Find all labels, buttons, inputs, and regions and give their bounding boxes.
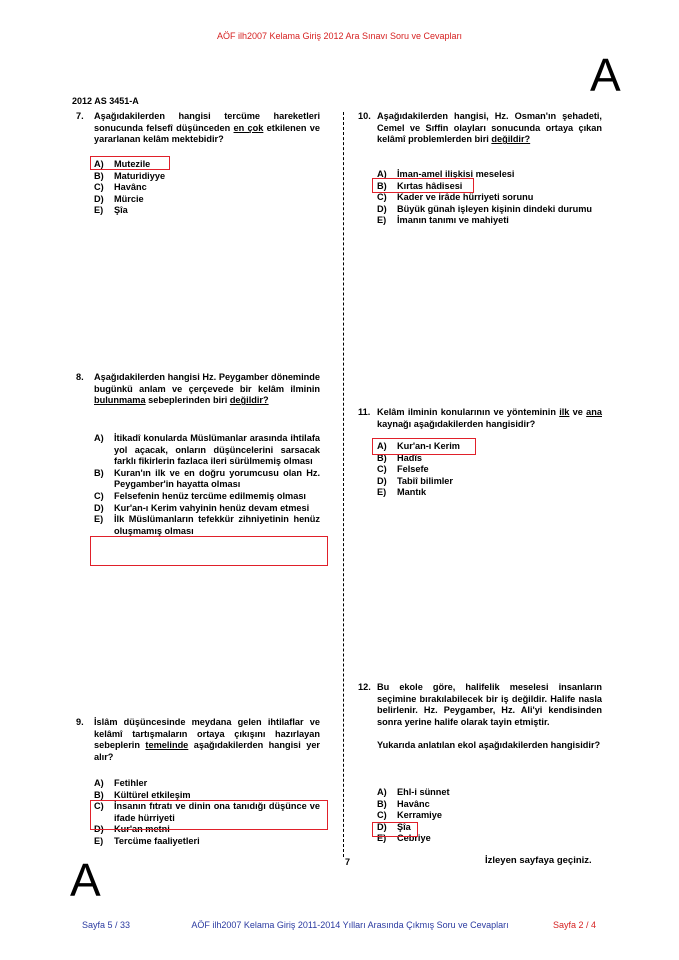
page-number: 7 xyxy=(345,857,351,867)
option-letter: C) xyxy=(94,801,104,812)
option-text: İnsanın fıtratı ve dinin ona tanıdığı düşünce ve ifade hürriyeti xyxy=(114,801,320,823)
question-stem: Aşağıdakilerden hangisi, Hz. Osman'ın şehadeti, Cemel ve Sıffin olayları sonucunda ortaya çıkan kelâmî problemlerden biri değildir? xyxy=(377,111,602,145)
answer-highlight-q12-d xyxy=(372,822,418,837)
option-text: Felsefe xyxy=(397,464,429,475)
question-number: 9. xyxy=(76,717,84,727)
answer-option xyxy=(94,433,320,468)
footer-left-page: Sayfa 5 / 33 xyxy=(82,920,131,930)
option-text: Kuran'ın ilk ve en doğru yorumcusu olan Hz. Peygamber'in hayatta olması xyxy=(114,467,320,490)
option-text: Mutezile xyxy=(114,159,151,169)
option-letter: D) xyxy=(94,193,104,204)
question-stem: Aşağıdakilerden hangisi tercüme hareketleri sonucunda felsefî düşünceden en çok etkilenen ve yararlanan kelâm mektebidir? xyxy=(94,111,320,145)
answer-option xyxy=(94,194,320,206)
option-letter: D) xyxy=(377,821,387,832)
option-letter: B) xyxy=(94,170,104,181)
option-text: Mürcie xyxy=(114,193,144,204)
answer-option xyxy=(377,192,617,204)
column-divider xyxy=(343,112,344,857)
option-text: Hadîs xyxy=(397,452,423,463)
answer-highlight-q8-e xyxy=(90,536,328,566)
option-letter: B) xyxy=(377,798,387,809)
answer-option xyxy=(94,778,320,790)
option-letter: A) xyxy=(94,778,104,788)
option-text: Tabiî bilimler xyxy=(397,475,453,486)
answer-option xyxy=(377,787,602,799)
option-text: İtikadî konularda Müslümanlar arasında ihtilafa yol açacak, onların düşüncelerini sarsacak farklı fikirlerin fazlaca ileri sürülmemiş olması xyxy=(114,433,320,467)
option-letter: A) xyxy=(94,159,104,169)
option-letter: B) xyxy=(377,452,387,463)
answer-option xyxy=(94,836,320,848)
question-stem: İslâm düşüncesinde meydana gelen ihtilaflar ve kelâmî tartışmaların ortaya çıkışını hazırlayan sebeplerin temelinde aşağıdakilerden hangisi yer alır? xyxy=(94,717,321,762)
page-header-title: AÖF ilh2007 Kelama Giriş 2012 Ara Sınavı Soru ve Cevapları xyxy=(216,31,463,41)
answer-option xyxy=(377,215,617,227)
option-letter: A) xyxy=(94,433,104,443)
option-text: Kur'an metni xyxy=(114,824,170,835)
option-letter: B) xyxy=(94,789,104,800)
question-number: 12. xyxy=(358,682,371,692)
answer-options xyxy=(94,433,320,537)
option-text: Maturidiyye xyxy=(114,170,166,181)
option-text: Kur'an-ı Kerim xyxy=(397,441,460,451)
answer-highlight-q11-a xyxy=(372,438,476,455)
option-text: Havânc xyxy=(397,798,430,809)
footer-right-page: Sayfa 2 / 4 xyxy=(553,920,597,930)
answer-option xyxy=(377,799,602,811)
option-text: Kültürel etkileşim xyxy=(114,789,191,800)
answer-option xyxy=(94,205,320,217)
answer-option xyxy=(94,171,320,183)
option-letter: A) xyxy=(377,169,387,179)
exam-code: 2012 AS 3451-A xyxy=(72,96,139,106)
option-letter: C) xyxy=(94,490,104,501)
booklet-letter-bottom: A xyxy=(70,854,101,906)
question-number: 8. xyxy=(76,372,84,382)
question-stem: Bu ekole göre, halifelik meselesi insanların seçimine bırakılabilecek bir iş değildir. Halife nasla belirlenir. Hz. Peygamber, Hz. Ali'yi kendisinden sonra yerine halife olarak tayin etmiştir. Yukarıda anlatılan ekol aşağıdakilerden hangisidir? xyxy=(377,682,602,750)
option-letter: E) xyxy=(377,833,387,844)
option-letter: C) xyxy=(377,464,387,475)
footer-center-title: AÖF ilh2007 Kelama Giriş 2011-2014 Yılları Arasında Çıkmış Soru ve Cevapları xyxy=(191,920,509,930)
option-text: Şîa xyxy=(114,205,128,216)
question-number: 11. xyxy=(358,407,371,417)
answer-option xyxy=(377,487,602,499)
option-text: Kader ve irâde hürriyeti sorunu xyxy=(397,192,534,203)
answer-option xyxy=(377,476,602,488)
option-text: Felsefenin henüz tercüme edilmemiş olması xyxy=(114,490,306,501)
option-text: Fetihler xyxy=(114,778,148,788)
option-letter: E) xyxy=(377,215,387,226)
option-letter: A) xyxy=(377,787,387,797)
answer-option xyxy=(377,464,602,476)
option-text: İlk Müslümanların tefekkür zihniyetinin henüz oluşmamış olması xyxy=(114,514,320,536)
booklet-letter-top: A xyxy=(590,49,621,101)
option-text: İman-amel ilişkisi meselesi xyxy=(397,169,515,179)
option-letter: E) xyxy=(94,205,104,216)
answer-option xyxy=(94,514,320,537)
option-letter: D) xyxy=(94,502,104,513)
question-number: 7. xyxy=(76,111,84,121)
answer-option xyxy=(94,182,320,194)
question-number: 10. xyxy=(358,111,371,121)
option-letter: D) xyxy=(377,475,387,486)
answer-option xyxy=(94,491,320,503)
answer-highlight-q9-c xyxy=(90,800,328,830)
option-text: Havânc xyxy=(114,182,147,193)
answer-highlight-q7-a xyxy=(90,156,170,170)
option-letter: A) xyxy=(377,441,387,451)
answer-highlight-q10-b xyxy=(372,178,474,193)
option-letter: C) xyxy=(377,192,387,203)
option-text: Büyük günah işleyen kişinin dindeki durumu xyxy=(397,203,593,214)
option-text: Kerramiye xyxy=(397,810,442,821)
option-letter: B) xyxy=(377,180,387,191)
answer-option xyxy=(94,468,320,491)
answer-option xyxy=(377,810,602,822)
option-letter: C) xyxy=(377,810,387,821)
option-letter: B) xyxy=(94,467,104,478)
option-text: İmanın tanımı ve mahiyeti xyxy=(397,215,509,226)
option-letter: E) xyxy=(377,487,387,498)
option-text: Tercüme faaliyetleri xyxy=(114,835,200,846)
option-text: Mantık xyxy=(397,487,427,498)
option-letter: D) xyxy=(94,824,104,835)
next-page-note: İzleyen sayfaya geçiniz. xyxy=(485,855,592,866)
option-text: Şîa xyxy=(397,821,411,832)
option-text: Cebriye xyxy=(397,833,431,844)
option-text: Ehl-i sünnet xyxy=(397,787,450,797)
option-letter: C) xyxy=(94,182,104,193)
option-letter: E) xyxy=(94,835,104,846)
answer-option xyxy=(94,503,320,515)
question-stem: Kelâm ilminin konularının ve yönteminin ilk ve ana kaynağı aşağıdakilerden hangisidir? xyxy=(377,407,602,429)
answer-option xyxy=(377,204,617,216)
option-text: Kırtas hâdisesi xyxy=(397,180,463,191)
option-letter: E) xyxy=(94,514,104,525)
question-stem: Aşağıdakilerden hangisi Hz. Peygamber döneminde bugünkü anlam ve çerçevede bir kelâm ilminin bulunmama sebeplerinden biri değildir? xyxy=(94,372,320,406)
option-text: Kur'an-ı Kerim vahyinin henüz devam etmesi xyxy=(114,502,310,513)
option-letter: D) xyxy=(377,203,387,214)
